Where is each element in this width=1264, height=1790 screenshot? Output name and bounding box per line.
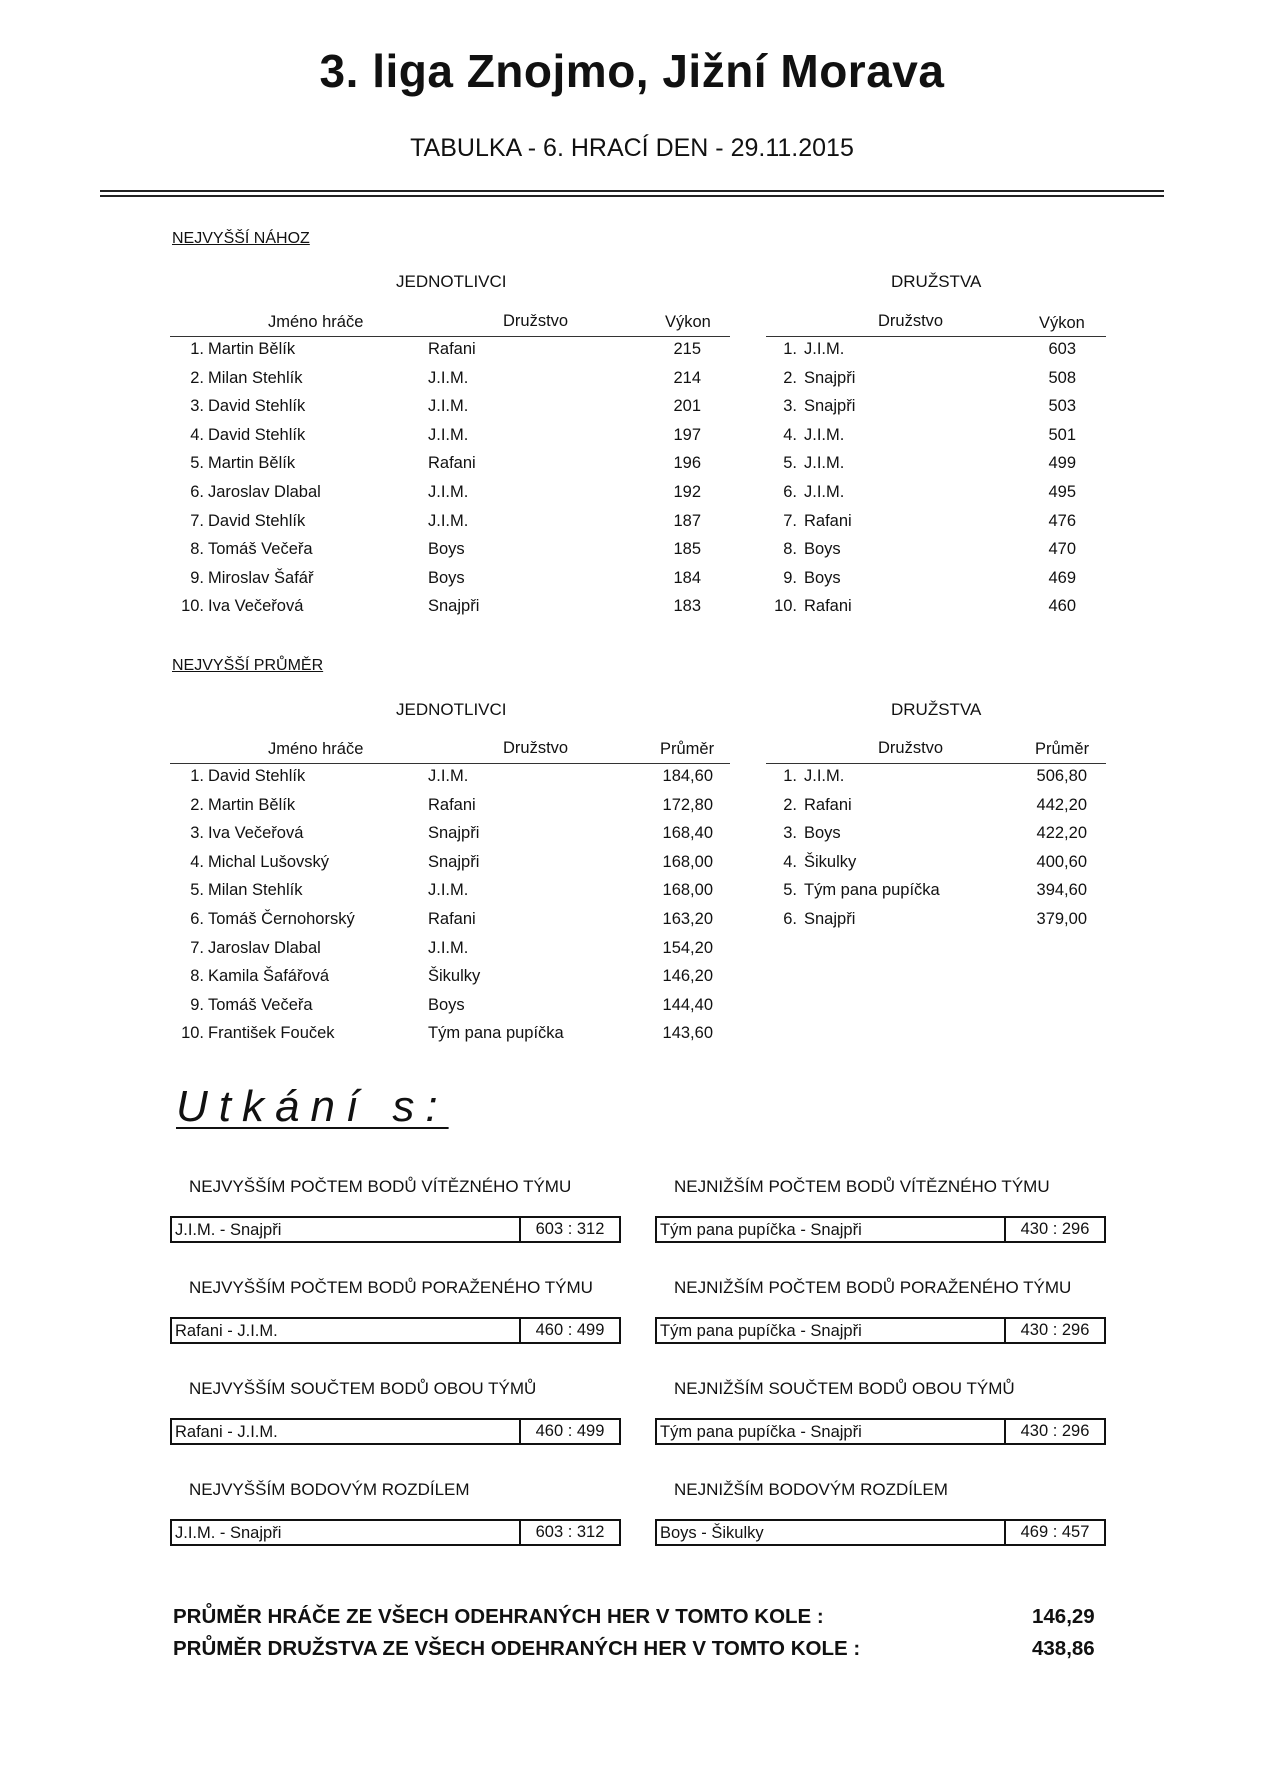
row-value: 460	[1048, 597, 1076, 616]
record-label: NEJNIŽŠÍM POČTEM BODŮ PORAŽENÉHO TÝMU	[674, 1278, 1072, 1297]
row-rank: 2.	[190, 795, 204, 814]
row-value: 168,00	[662, 852, 713, 871]
row-rank: 2.	[783, 368, 797, 387]
row-player-name: Martin Bělík	[208, 454, 296, 473]
nahoz-individuals-header-line	[170, 336, 730, 337]
team-average-label: PRŮMĚR DRUŽSTVA ZE VŠECH ODEHRANÝCH HER V TOMTO KOLE :	[173, 1637, 861, 1660]
section-label-nahoz: NEJVYŠŠÍ NÁHOZ	[172, 230, 310, 247]
row-team: J.I.M.	[804, 425, 845, 444]
prumer-teams-col-value: Průměr	[1035, 740, 1090, 758]
record-box	[655, 1418, 1106, 1445]
row-rank: 8.	[190, 540, 204, 559]
row-player-name: David Stehlík	[208, 397, 306, 416]
row-rank: 4.	[783, 425, 797, 444]
row-team: Rafani	[428, 910, 476, 928]
row-team: Rafani	[804, 795, 852, 814]
row-player-name: Jaroslav Dlabal	[208, 938, 321, 957]
row-team: Snajpři	[428, 852, 480, 871]
row-value: 469	[1048, 568, 1076, 587]
record-teams: J.I.M. - Snajpři	[175, 1524, 282, 1542]
prumer-col-player: Jméno hráče	[268, 740, 364, 758]
row-rank: 6.	[190, 910, 204, 928]
player-average-label: PRŮMĚR HRÁČE ZE VŠECH ODEHRANÝCH HER V TOMTO KOLE :	[173, 1605, 824, 1628]
row-value: 154,20	[662, 938, 713, 957]
row-rank: 2.	[783, 795, 797, 814]
row-rank: 8.	[783, 540, 797, 559]
record-teams: Tým pana pupíčka - Snajpři	[660, 1423, 862, 1441]
prumer-individuals-heading: JEDNOTLIVCI	[396, 700, 507, 719]
player-average-value: 146,29	[1032, 1605, 1095, 1628]
table-row	[0, 939, 1264, 961]
record-score: 430 : 296	[1004, 1218, 1104, 1241]
row-team: J.I.M.	[428, 881, 469, 900]
row-team: J.I.M.	[804, 454, 845, 473]
row-value: 400,60	[1036, 852, 1087, 871]
row-team: Boys	[428, 568, 465, 587]
row-team: J.I.M.	[428, 397, 469, 416]
row-rank: 1.	[190, 340, 204, 358]
row-rank: 9.	[783, 568, 797, 587]
row-value: 214	[673, 368, 701, 387]
row-rank: 3.	[783, 824, 797, 843]
row-value: 143,60	[662, 1024, 713, 1043]
row-value: 168,00	[662, 881, 713, 900]
row-player-name: Iva Večeřová	[208, 824, 304, 843]
page-subtitle: TABULKA - 6. HRACÍ DEN - 29.11.2015	[410, 134, 854, 162]
record-label: NEJNIŽŠÍM BODOVÝM ROZDÍLEM	[674, 1480, 948, 1499]
section-label-prumer: NEJVYŠŠÍ PRŮMĚR	[172, 657, 324, 674]
table-row	[0, 881, 1264, 903]
row-value: 172,80	[662, 795, 713, 814]
row-rank: 5.	[190, 454, 204, 473]
row-rank: 7.	[783, 511, 797, 530]
row-value: 422,20	[1036, 824, 1087, 843]
team-average-value: 438,86	[1032, 1637, 1095, 1660]
row-value: 394,60	[1036, 881, 1087, 900]
nahoz-teams-heading: DRUŽSTVA	[891, 272, 982, 291]
row-team: Boys	[428, 995, 465, 1014]
row-rank: 8.	[190, 967, 204, 986]
row-team: J.I.M.	[428, 767, 469, 785]
table-row	[0, 853, 1264, 875]
prumer-col-value: Průměr	[660, 740, 715, 758]
record-score: 603 : 312	[519, 1218, 619, 1241]
row-player-name: František Fouček	[208, 1024, 335, 1043]
row-rank: 1.	[190, 767, 204, 785]
row-value: 183	[673, 597, 701, 616]
record-box	[170, 1519, 621, 1546]
record-box	[170, 1317, 621, 1344]
record-label: NEJNIŽŠÍM POČTEM BODŮ VÍTĚZNÉHO TÝMU	[674, 1177, 1050, 1196]
row-player-name: Martin Bělík	[208, 795, 296, 814]
row-team: J.I.M.	[428, 425, 469, 444]
row-team: Snajpři	[804, 397, 856, 416]
row-rank: 3.	[190, 397, 204, 416]
row-rank: 6.	[783, 483, 797, 501]
table-row	[0, 340, 1264, 362]
table-row	[0, 996, 1264, 1018]
table-row	[0, 426, 1264, 448]
row-rank: 6.	[190, 483, 204, 501]
row-team: Šikulky	[804, 852, 857, 871]
record-score: 430 : 296	[1004, 1420, 1104, 1443]
table-row	[0, 910, 1264, 932]
row-player-name: Milan Stehlík	[208, 368, 303, 387]
record-score: 469 : 457	[1004, 1521, 1104, 1544]
row-rank: 1.	[783, 340, 797, 358]
record-box	[655, 1317, 1106, 1344]
row-team: Tým pana pupíčka	[428, 1024, 564, 1043]
table-row	[0, 483, 1264, 505]
row-team: Rafani	[428, 454, 476, 473]
row-team: J.I.M.	[804, 767, 845, 785]
prumer-teams-heading: DRUŽSTVA	[891, 700, 982, 719]
row-team: Snajpři	[804, 910, 856, 928]
row-rank: 10.	[181, 597, 204, 616]
nahoz-col-team: Družstvo	[503, 312, 569, 330]
row-rank: 10.	[774, 597, 797, 616]
table-row	[0, 454, 1264, 476]
row-team: Snajpři	[804, 368, 856, 387]
matches-heading: Utkání s:	[176, 1082, 449, 1131]
table-row	[0, 569, 1264, 591]
row-team: J.I.M.	[804, 340, 845, 358]
row-value: 184,60	[662, 767, 713, 785]
row-player-name: Jaroslav Dlabal	[208, 483, 321, 501]
table-row	[0, 1024, 1264, 1046]
row-rank: 5.	[783, 881, 797, 900]
row-team: Rafani	[804, 597, 852, 616]
nahoz-col-player: Jméno hráče	[268, 313, 364, 331]
row-team: Šikulky	[428, 967, 481, 986]
record-teams: Tým pana pupíčka - Snajpři	[660, 1322, 862, 1340]
row-value: 168,40	[662, 824, 713, 843]
row-player-name: Tomáš Večeřa	[208, 995, 313, 1014]
row-value: 470	[1048, 540, 1076, 559]
prumer-individuals-header-line	[170, 763, 730, 764]
row-rank: 9.	[190, 568, 204, 587]
row-value: 499	[1048, 454, 1076, 473]
row-rank: 9.	[190, 995, 204, 1014]
table-row	[0, 540, 1264, 562]
row-rank: 3.	[190, 824, 204, 843]
row-value: 501	[1048, 425, 1076, 444]
row-player-name: Martin Bělík	[208, 340, 296, 358]
nahoz-col-value: Výkon	[665, 313, 711, 331]
row-team: Rafani	[804, 511, 852, 530]
row-value: 192	[673, 483, 701, 501]
row-rank: 4.	[190, 852, 204, 871]
record-box	[655, 1216, 1106, 1243]
row-team: J.I.M.	[804, 483, 845, 501]
record-score: 430 : 296	[1004, 1319, 1104, 1342]
row-value: 201	[673, 397, 701, 416]
table-row	[0, 397, 1264, 419]
row-value: 495	[1048, 483, 1076, 501]
row-team: Snajpři	[428, 824, 480, 843]
row-value: 379,00	[1036, 910, 1087, 928]
header-divider-bottom	[100, 195, 1164, 197]
record-box	[170, 1418, 621, 1445]
record-box	[655, 1519, 1106, 1546]
row-player-name: Tomáš Černohorský	[208, 910, 355, 928]
row-rank: 4.	[190, 425, 204, 444]
row-value: 197	[673, 425, 701, 444]
record-label: NEJNIŽŠÍM SOUČTEM BODŮ OBOU TÝMŮ	[674, 1379, 1015, 1398]
row-rank: 4.	[783, 852, 797, 871]
row-value: 503	[1048, 397, 1076, 416]
row-rank: 7.	[190, 938, 204, 957]
row-rank: 5.	[783, 454, 797, 473]
row-team: Boys	[804, 824, 841, 843]
record-teams: Rafani - J.I.M.	[175, 1322, 278, 1340]
row-rank: 7.	[190, 511, 204, 530]
prumer-teams-header-line	[766, 763, 1106, 764]
row-value: 146,20	[662, 967, 713, 986]
row-value: 163,20	[662, 910, 713, 928]
row-player-name: Iva Večeřová	[208, 597, 304, 616]
table-row	[0, 767, 1264, 789]
row-rank: 1.	[783, 767, 797, 785]
record-label: NEJVYŠŠÍM BODOVÝM ROZDÍLEM	[189, 1480, 470, 1499]
row-rank: 10.	[181, 1024, 204, 1043]
row-player-name: Tomáš Večeřa	[208, 540, 313, 559]
row-team: Boys	[804, 568, 841, 587]
row-value: 196	[673, 454, 701, 473]
row-value: 215	[673, 340, 701, 358]
nahoz-teams-header-line	[766, 336, 1106, 337]
row-value: 506,80	[1036, 767, 1087, 785]
row-value: 144,40	[662, 995, 713, 1014]
row-team: J.I.M.	[428, 511, 469, 530]
row-team: Tým pana pupíčka	[804, 881, 940, 900]
nahoz-teams-col-value: Výkon	[1039, 314, 1085, 332]
record-score: 603 : 312	[519, 1521, 619, 1544]
row-player-name: David Stehlík	[208, 767, 306, 785]
record-teams: Boys - Šikulky	[660, 1524, 764, 1542]
row-value: 476	[1048, 511, 1076, 530]
row-value: 442,20	[1036, 795, 1087, 814]
prumer-col-team: Družstvo	[503, 739, 569, 757]
row-team: Snajpři	[428, 597, 480, 616]
prumer-teams-col-team: Družstvo	[878, 739, 944, 757]
row-rank: 5.	[190, 881, 204, 900]
record-label: NEJVYŠŠÍM POČTEM BODŮ VÍTĚZNÉHO TÝMU	[189, 1177, 572, 1196]
row-player-name: David Stehlík	[208, 425, 306, 444]
row-player-name: Milan Stehlík	[208, 881, 303, 900]
row-value: 187	[673, 511, 701, 530]
row-value: 603	[1048, 340, 1076, 358]
row-rank: 6.	[783, 910, 797, 928]
table-row	[0, 369, 1264, 391]
record-teams: Rafani - J.I.M.	[175, 1423, 278, 1441]
row-team: Rafani	[428, 340, 476, 358]
row-player-name: Miroslav Šafář	[208, 568, 314, 587]
row-rank: 2.	[190, 368, 204, 387]
page-title: 3. liga Znojmo, Jižní Morava	[319, 45, 945, 97]
record-box	[170, 1216, 621, 1243]
table-row	[0, 824, 1264, 846]
record-label: NEJVYŠŠÍM POČTEM BODŮ PORAŽENÉHO TÝMU	[189, 1278, 593, 1297]
record-score: 460 : 499	[519, 1420, 619, 1443]
table-row	[0, 512, 1264, 534]
record-label: NEJVYŠŠÍM SOUČTEM BODŮ OBOU TÝMŮ	[189, 1379, 537, 1398]
record-teams: J.I.M. - Snajpři	[175, 1221, 282, 1239]
row-player-name: Kamila Šafářová	[208, 967, 330, 986]
record-score: 460 : 499	[519, 1319, 619, 1342]
row-player-name: David Stehlík	[208, 511, 306, 530]
row-team: J.I.M.	[428, 483, 469, 501]
row-rank: 3.	[783, 397, 797, 416]
table-row	[0, 967, 1264, 989]
row-team: Boys	[804, 540, 841, 559]
row-team: J.I.M.	[428, 938, 469, 957]
table-row	[0, 796, 1264, 818]
row-value: 185	[673, 540, 701, 559]
row-player-name: Michal Lušovský	[208, 852, 330, 871]
record-teams: Tým pana pupíčka - Snajpři	[660, 1221, 862, 1239]
table-row	[0, 597, 1264, 619]
row-team: Boys	[428, 540, 465, 559]
nahoz-individuals-heading: JEDNOTLIVCI	[396, 272, 507, 291]
header-divider-top	[100, 190, 1164, 192]
row-value: 184	[673, 568, 701, 587]
row-value: 508	[1048, 368, 1076, 387]
row-team: Rafani	[428, 795, 476, 814]
nahoz-teams-col-team: Družstvo	[878, 312, 944, 330]
row-team: J.I.M.	[428, 368, 469, 387]
